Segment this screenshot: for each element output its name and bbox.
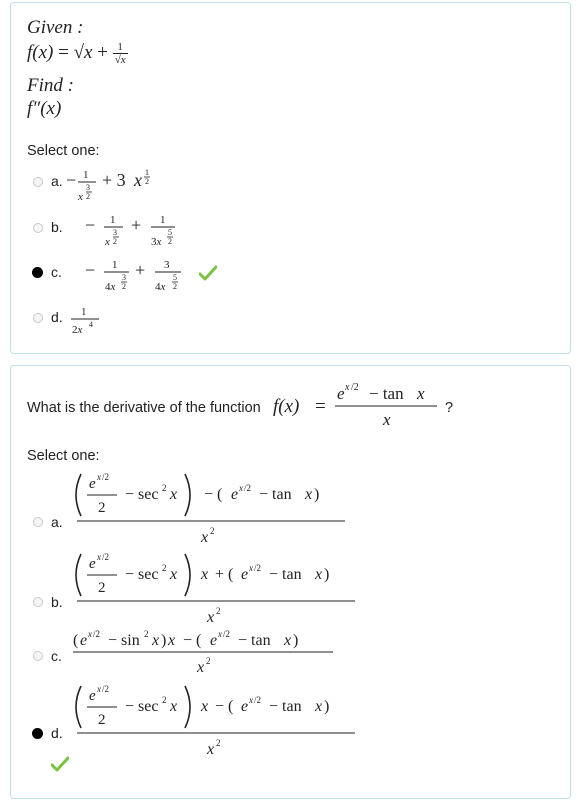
- svg-text:x: x: [305, 486, 313, 503]
- option-a-formula-q2[interactable]: [69, 466, 359, 556]
- svg-text:e: e: [80, 632, 88, 649]
- svg-text:x: x: [134, 170, 142, 190]
- svg-text:): ): [314, 486, 320, 503]
- given-eq: =: [58, 41, 69, 63]
- svg-text:4x: 4x: [155, 281, 166, 293]
- option-d-label-q1[interactable]: d.: [51, 309, 63, 325]
- svg-text:e: e: [89, 688, 96, 704]
- svg-text:e: e: [241, 698, 249, 715]
- svg-text:x: x: [239, 483, 243, 493]
- option-c-label-q2[interactable]: c.: [51, 648, 62, 664]
- svg-text:/2: /2: [351, 382, 359, 393]
- svg-text:x: x: [170, 566, 178, 583]
- option-a-math-q1[interactable]: [66, 164, 186, 215]
- option-b-label-q2[interactable]: b.: [51, 594, 63, 610]
- given-sqrt: √x: [73, 41, 93, 63]
- svg-text:2: 2: [162, 483, 167, 493]
- svg-text:− (: − (: [204, 486, 223, 503]
- option-b-radio-q2[interactable]: [33, 597, 43, 607]
- option-c-math-q1[interactable]: [71, 254, 201, 305]
- svg-text:3: 3: [86, 183, 90, 192]
- option-b-formula-q2[interactable]: [69, 546, 359, 636]
- svg-text:/2: /2: [223, 629, 231, 639]
- option-a-formula-q1: [66, 164, 186, 210]
- svg-text:3: 3: [164, 259, 170, 271]
- svg-text:+: +: [135, 260, 146, 280]
- svg-text:3x: 3x: [151, 236, 162, 248]
- svg-text:2: 2: [210, 526, 215, 536]
- svg-text:x: x: [249, 563, 253, 573]
- svg-text:2: 2: [173, 282, 177, 291]
- svg-text:/2: /2: [254, 563, 262, 573]
- svg-text:x: x: [284, 632, 292, 649]
- svg-text:+ (: + (: [215, 566, 234, 583]
- svg-text:5: 5: [168, 228, 172, 237]
- svg-text:): ): [324, 566, 330, 583]
- select-one-label-2: Select one:: [27, 448, 100, 464]
- svg-text:x: x: [88, 629, 92, 639]
- svg-text:x: x: [170, 486, 178, 503]
- svg-text:− sec: − sec: [125, 698, 159, 715]
- svg-text:− tan: − tan: [269, 698, 302, 715]
- svg-text:x: x: [207, 741, 215, 758]
- svg-text:− (: − (: [183, 632, 202, 649]
- svg-text:2: 2: [98, 580, 106, 596]
- svg-text:e: e: [89, 476, 96, 492]
- svg-text:− tan: − tan: [269, 566, 302, 583]
- svg-text:/2: /2: [102, 552, 110, 562]
- svg-text:2: 2: [113, 237, 117, 246]
- option-d-math-q1[interactable]: [69, 301, 109, 346]
- given-plus: +: [97, 41, 108, 63]
- svg-text:−: −: [85, 215, 96, 235]
- option-d-radio-q2[interactable]: [32, 728, 43, 739]
- svg-text:− tan: − tan: [259, 486, 292, 503]
- svg-text:+: +: [131, 215, 142, 235]
- svg-text:2: 2: [144, 629, 149, 639]
- svg-text:e: e: [210, 632, 218, 649]
- option-c-formula-q1: [71, 254, 201, 300]
- svg-text:4: 4: [89, 320, 93, 329]
- svg-text:x: x: [78, 191, 83, 203]
- svg-text:x: x: [170, 698, 178, 715]
- option-b-formula-q1: [71, 209, 201, 255]
- checkmark-icon: [199, 265, 217, 281]
- svg-text:2: 2: [162, 695, 167, 705]
- prompt-fx: f(x): [273, 396, 300, 417]
- svg-text:x: x: [201, 529, 209, 546]
- svg-text:/2: /2: [102, 472, 110, 482]
- prompt-question-mark: ?: [445, 400, 454, 416]
- svg-text:x: x: [97, 552, 101, 562]
- option-d-label-q2[interactable]: d.: [51, 725, 63, 741]
- option-c-radio-q2[interactable]: [33, 651, 43, 661]
- svg-text:2: 2: [122, 282, 126, 291]
- svg-text:2: 2: [162, 563, 167, 573]
- find-expression: f″(x): [27, 98, 62, 119]
- svg-text:x: x: [207, 609, 215, 626]
- svg-text:/2: /2: [93, 629, 101, 639]
- given-frac-num: 1: [117, 41, 123, 53]
- svg-text:): ): [293, 632, 299, 649]
- find-label: Find :: [27, 75, 74, 96]
- svg-text:1: 1: [160, 214, 166, 226]
- svg-text:+ 3: + 3: [102, 170, 126, 190]
- option-c-radio-q1[interactable]: [32, 267, 43, 278]
- option-c-label-q1[interactable]: c.: [51, 264, 62, 280]
- svg-text:): ): [324, 698, 330, 715]
- svg-text:1: 1: [112, 259, 118, 271]
- svg-text:2: 2: [98, 500, 106, 516]
- option-b-radio-q1[interactable]: [33, 223, 43, 233]
- svg-text:x: x: [152, 632, 160, 649]
- svg-text:): ): [161, 632, 167, 649]
- svg-text:x: x: [168, 632, 176, 649]
- svg-text:3: 3: [122, 273, 126, 282]
- svg-text:e: e: [231, 486, 239, 503]
- option-d-radio-q1[interactable]: [33, 313, 43, 323]
- svg-text:− sin: − sin: [108, 632, 140, 649]
- svg-text:x: x: [345, 382, 350, 393]
- svg-text:2: 2: [86, 192, 90, 201]
- svg-text:x: x: [315, 698, 323, 715]
- svg-text:2x: 2x: [72, 324, 83, 336]
- svg-text:2: 2: [216, 738, 221, 748]
- svg-text:x: x: [218, 629, 222, 639]
- given-label: Given :: [27, 17, 84, 38]
- svg-text:− tan: − tan: [369, 384, 404, 403]
- option-a-label-q1[interactable]: a.: [51, 173, 63, 189]
- svg-text:− (: − (: [215, 698, 234, 715]
- svg-text:2: 2: [206, 656, 211, 666]
- svg-text:/2: /2: [254, 695, 262, 705]
- svg-text:1: 1: [83, 169, 89, 181]
- svg-text:3: 3: [113, 228, 117, 237]
- svg-text:1: 1: [81, 306, 87, 318]
- select-one-label-1: Select one:: [27, 143, 100, 159]
- given-fx: f(x): [27, 41, 54, 63]
- given-fraction: [113, 41, 128, 66]
- svg-text:− sec: − sec: [125, 566, 159, 583]
- option-a-radio-q1[interactable]: [33, 177, 43, 187]
- option-c-formula-q2[interactable]: [69, 628, 359, 684]
- svg-text:/2: /2: [244, 483, 252, 493]
- option-d-formula-q2[interactable]: [69, 678, 359, 768]
- svg-text:(: (: [73, 632, 79, 649]
- svg-text:x: x: [249, 695, 253, 705]
- prompt-fraction: [333, 380, 443, 430]
- svg-text:4x: 4x: [105, 281, 116, 293]
- svg-text:x: x: [315, 566, 323, 583]
- svg-text:1: 1: [110, 214, 116, 226]
- svg-text:− tan: − tan: [238, 632, 271, 649]
- prompt-eq: =: [315, 396, 326, 417]
- svg-text:−: −: [85, 260, 96, 280]
- svg-text:x: x: [197, 659, 205, 676]
- svg-text:/2: /2: [102, 684, 110, 694]
- option-b-math-q1[interactable]: [71, 209, 201, 260]
- svg-text:x: x: [97, 684, 101, 694]
- svg-text:−: −: [66, 170, 77, 190]
- svg-text:x: x: [201, 698, 209, 715]
- question-card-1: [10, 2, 571, 354]
- prompt-text: What is the derivative of the function: [27, 400, 261, 416]
- svg-text:5: 5: [173, 273, 177, 282]
- given-expression: [27, 41, 128, 66]
- svg-text:− sec: − sec: [125, 486, 159, 503]
- svg-text:e: e: [241, 566, 249, 583]
- svg-text:e: e: [89, 556, 96, 572]
- svg-text:x: x: [383, 410, 391, 429]
- svg-text:x: x: [201, 566, 209, 583]
- svg-text:2: 2: [216, 606, 221, 616]
- svg-text:2: 2: [98, 712, 106, 728]
- svg-text:1: 1: [145, 168, 149, 177]
- question-card-2: [10, 365, 571, 799]
- given-frac-den: √x: [114, 54, 126, 66]
- question-2-prompt: [27, 380, 567, 430]
- option-b-label-q1[interactable]: b.: [51, 219, 63, 235]
- svg-text:x: x: [417, 384, 425, 403]
- option-d-formula-q1: [69, 301, 109, 341]
- svg-text:e: e: [337, 384, 345, 403]
- svg-text:2: 2: [145, 177, 149, 186]
- checkmark-icon: [51, 756, 69, 772]
- option-a-radio-q2[interactable]: [33, 517, 43, 527]
- svg-text:x: x: [97, 472, 101, 482]
- svg-text:x: x: [105, 236, 110, 248]
- option-a-label-q2[interactable]: a.: [51, 514, 63, 530]
- svg-text:2: 2: [168, 237, 172, 246]
